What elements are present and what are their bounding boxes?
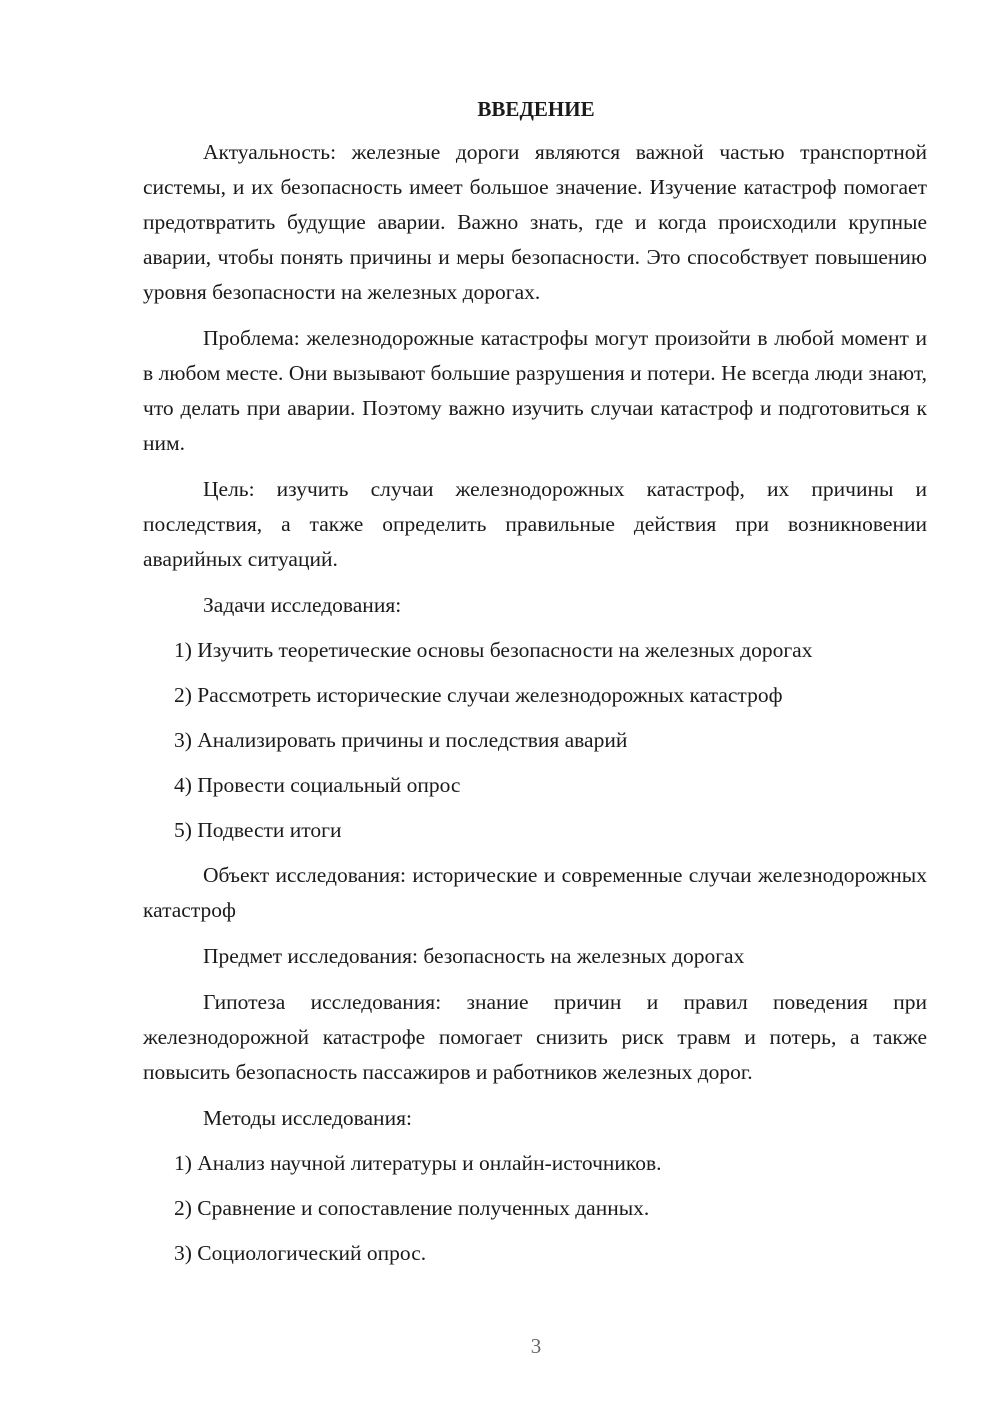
page-number: 3	[530, 1334, 542, 1358]
method-item: 3) Социологический опрос.	[174, 1241, 427, 1265]
task-item: 1) Изучить теоретические основы безопасности на железных дорогах	[174, 638, 813, 662]
method-item: 2) Сравнение и сопоставление полученных данных.	[174, 1196, 650, 1220]
method-item: 1) Анализ научной литературы и онлайн-источников.	[174, 1151, 662, 1175]
task-item: 3) Анализировать причины и последствия аварий	[174, 728, 628, 752]
page-title: ВВЕДЕНИЕ	[477, 97, 595, 121]
subject-paragraph: Предмет исследования: безопасность на железных дорогах	[203, 944, 745, 968]
object-paragraph: Объект исследования: исторические и современные случаи железнодорожных катастроф	[143, 863, 927, 922]
relevance-paragraph: Актуальность: железные дороги являются важной частью транспортной системы, и их безопасность имеет большое значение. Изучение катастроф помогает предотвратить будущие аварии. Важно знать, где и когда происходили крупные аварии, чтобы понять причины и меры безопасности. Это способствует повышению уровня безопасности на железных дорогах.	[143, 140, 927, 304]
document-page	[143, 92, 927, 1281]
hypothesis-paragraph: Гипотеза исследования: знание причин и правил поведения при железнодорожной катастрофе помогает снизить риск травм и потерь, а также повысить безопасность пассажиров и работников железных дорог.	[143, 990, 927, 1084]
task-item: 2) Рассмотреть исторические случаи железнодорожных катастроф	[174, 683, 783, 707]
problem-paragraph: Проблема: железнодорожные катастрофы могут произойти в любой момент и в любом месте. Они вызывают большие разрушения и потери. Не всегда люди знают, что делать при аварии. Поэтому важно изучить случаи катастроф и подготовиться к ним.	[143, 326, 927, 455]
task-item: 4) Провести социальный опрос	[174, 773, 461, 797]
goal-paragraph: Цель: изучить случаи железнодорожных катастроф, их причины и последствия, а также определить правильные действия при возникновении аварийных ситуаций.	[143, 477, 927, 571]
methods-label: Методы исследования:	[203, 1106, 412, 1130]
task-item: 5) Подвести итоги	[174, 818, 342, 842]
tasks-label: Задачи исследования:	[203, 593, 402, 617]
